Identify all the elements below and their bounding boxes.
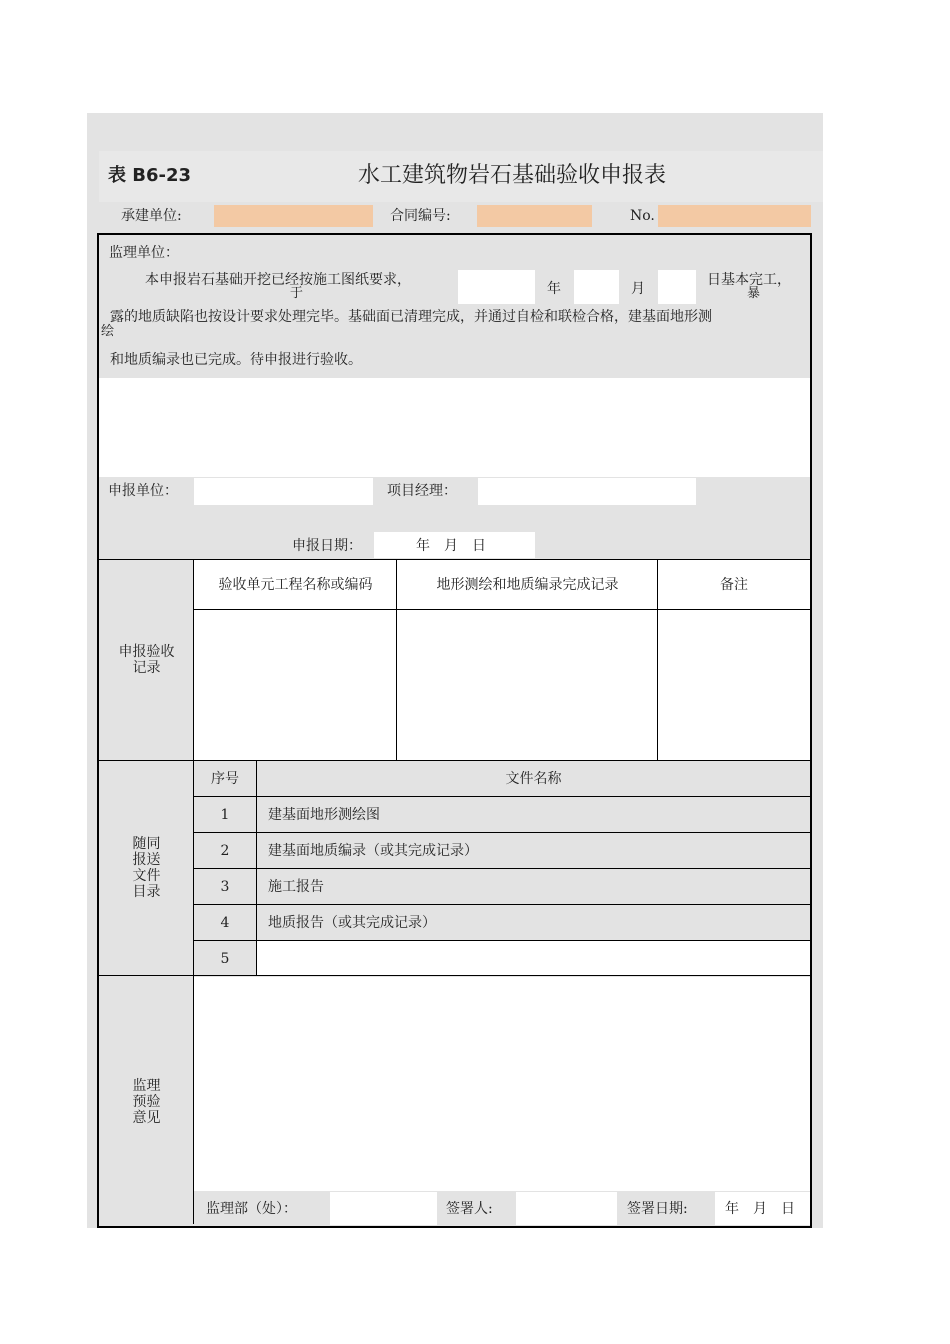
file-seq: 2 bbox=[220, 843, 230, 859]
files-name-header: 文件名称 bbox=[505, 771, 562, 787]
supervisor-label: 监理单位： bbox=[109, 245, 179, 261]
intro-line1-a-wrap: 于 bbox=[290, 286, 304, 301]
file-name: 建基面地质编录（或其完成记录） bbox=[268, 843, 478, 859]
file-name: 地质报告（或其完成记录） bbox=[268, 915, 436, 931]
divider bbox=[194, 832, 810, 833]
files-seq-header: 序号 bbox=[211, 771, 239, 787]
divider bbox=[194, 609, 810, 610]
divider bbox=[194, 940, 810, 941]
file-name: 建基面地形测绘图 bbox=[268, 807, 380, 823]
divider bbox=[99, 760, 810, 761]
supervision-dept-label: 监理部（处）： bbox=[206, 1201, 297, 1217]
divider bbox=[193, 560, 194, 1224]
divider bbox=[194, 904, 810, 905]
sign-date-value: 年 月 日 bbox=[725, 1201, 795, 1217]
apply-date-value: 年 月 日 bbox=[416, 538, 486, 554]
file-seq: 5 bbox=[220, 951, 230, 967]
contractor-label: 承建单位: bbox=[121, 208, 182, 224]
divider bbox=[657, 560, 658, 760]
page-title: 水工建筑物岩石基础验收申报表 bbox=[357, 163, 666, 188]
month-label: 月 bbox=[631, 281, 645, 297]
no-field[interactable] bbox=[658, 205, 811, 227]
form-code: 表 B6-23 bbox=[108, 165, 192, 186]
divider bbox=[256, 760, 257, 975]
intro-line1-a: 本申报岩石基础开挖已经按施工图纸要求， bbox=[145, 272, 411, 288]
contract-no-label: 合同编号: bbox=[390, 208, 451, 224]
file-name: 施工报告 bbox=[268, 879, 324, 895]
file-seq: 1 bbox=[220, 807, 230, 823]
files-section-label: 随同 报送 文件 目录 bbox=[132, 836, 161, 900]
record-col-unit-name: 验收单元工程名称或编码 bbox=[218, 577, 373, 593]
no-label: No. bbox=[630, 208, 655, 224]
contract-no-field[interactable] bbox=[477, 205, 592, 227]
year-label: 年 bbox=[547, 281, 561, 297]
divider bbox=[396, 560, 397, 760]
form-outer-border bbox=[97, 233, 812, 1228]
applicant-unit-label: 申报单位： bbox=[108, 483, 178, 499]
record-col-survey-record: 地形测绘和地质编录完成记录 bbox=[436, 577, 619, 593]
record-section-label: 申报验收 记录 bbox=[118, 644, 175, 676]
intro-line2: 露的地质缺陷也按设计要求处理完毕。基础面已清理完成，并通过自检和联检合格，建基面地形测 bbox=[110, 309, 712, 325]
record-col-remarks: 备注 bbox=[720, 577, 748, 593]
intro-line1-b: 日基本完工， bbox=[707, 272, 791, 288]
project-manager-label: 项目经理： bbox=[387, 483, 457, 499]
divider bbox=[99, 975, 810, 976]
apply-date-label: 申报日期： bbox=[292, 538, 362, 554]
file-seq: 3 bbox=[220, 879, 230, 895]
intro-line3: 和地质编录也已完成。待申报进行验收。 bbox=[110, 352, 362, 368]
contractor-field[interactable] bbox=[214, 205, 373, 227]
divider bbox=[99, 559, 810, 560]
sign-date-label: 签署日期: bbox=[627, 1201, 688, 1217]
opinion-section-label: 监理 预验 意见 bbox=[132, 1078, 161, 1126]
signer-label: 签署人: bbox=[446, 1201, 493, 1217]
divider bbox=[194, 868, 810, 869]
intro-line2-wrap: 绘 bbox=[101, 324, 115, 339]
file-seq: 4 bbox=[220, 915, 230, 931]
intro-line1-b-wrap: 暴 bbox=[747, 286, 761, 301]
divider bbox=[194, 796, 810, 797]
